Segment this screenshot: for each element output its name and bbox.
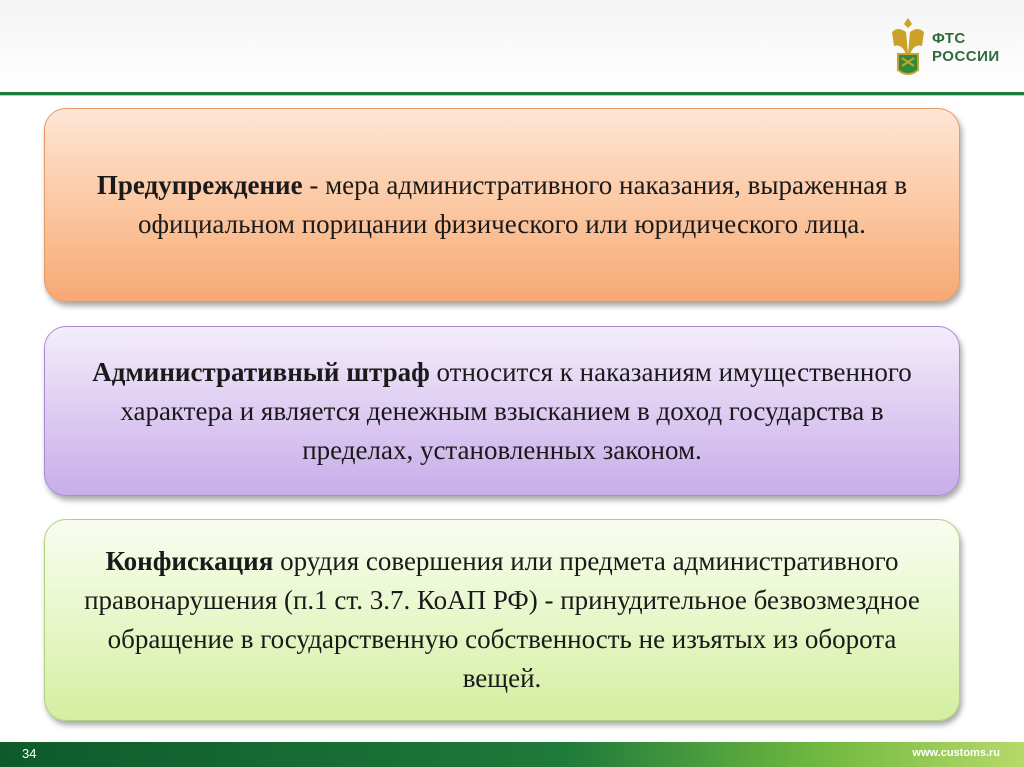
eagle-emblem-icon (888, 14, 928, 80)
term-confiscation: Конфискация (105, 546, 274, 576)
header-divider-light (0, 95, 1024, 96)
term-warning: Предупреждение (96, 170, 303, 200)
site-url[interactable]: www.customs.ru (912, 747, 1000, 759)
fine-definition-text (69, 353, 935, 470)
page-number: 34 (22, 746, 37, 761)
definition-confiscation: орудия совершения или предмета административного правонарушения (п.1 ст. 3.7. КоАП РФ) - принудительное безвозмездное обращение в государственную собственность не изъятых из оборота вещей. (84, 546, 920, 693)
fine-definition-box (44, 326, 960, 496)
slide-footer (0, 742, 1024, 767)
confiscation-definition-text (69, 542, 935, 698)
logo-line1: ФТС (932, 30, 966, 47)
definition-fine: относится к наказаниям имущественного характера и является денежным взысканием в доход государства в пределах, установленных законом. (120, 356, 912, 465)
confiscation-definition-box (44, 519, 960, 721)
logo-line2: РОССИИ (932, 48, 1000, 65)
definition-warning: - мера административного наказания, выраженная в официальном порицании физического или юридического лица. (138, 170, 908, 239)
term-fine: Административный штраф (92, 356, 430, 387)
fts-logo (888, 14, 1008, 80)
warning-definition-box (44, 108, 960, 302)
warning-definition-text (69, 166, 935, 244)
slide-header (0, 0, 1024, 92)
